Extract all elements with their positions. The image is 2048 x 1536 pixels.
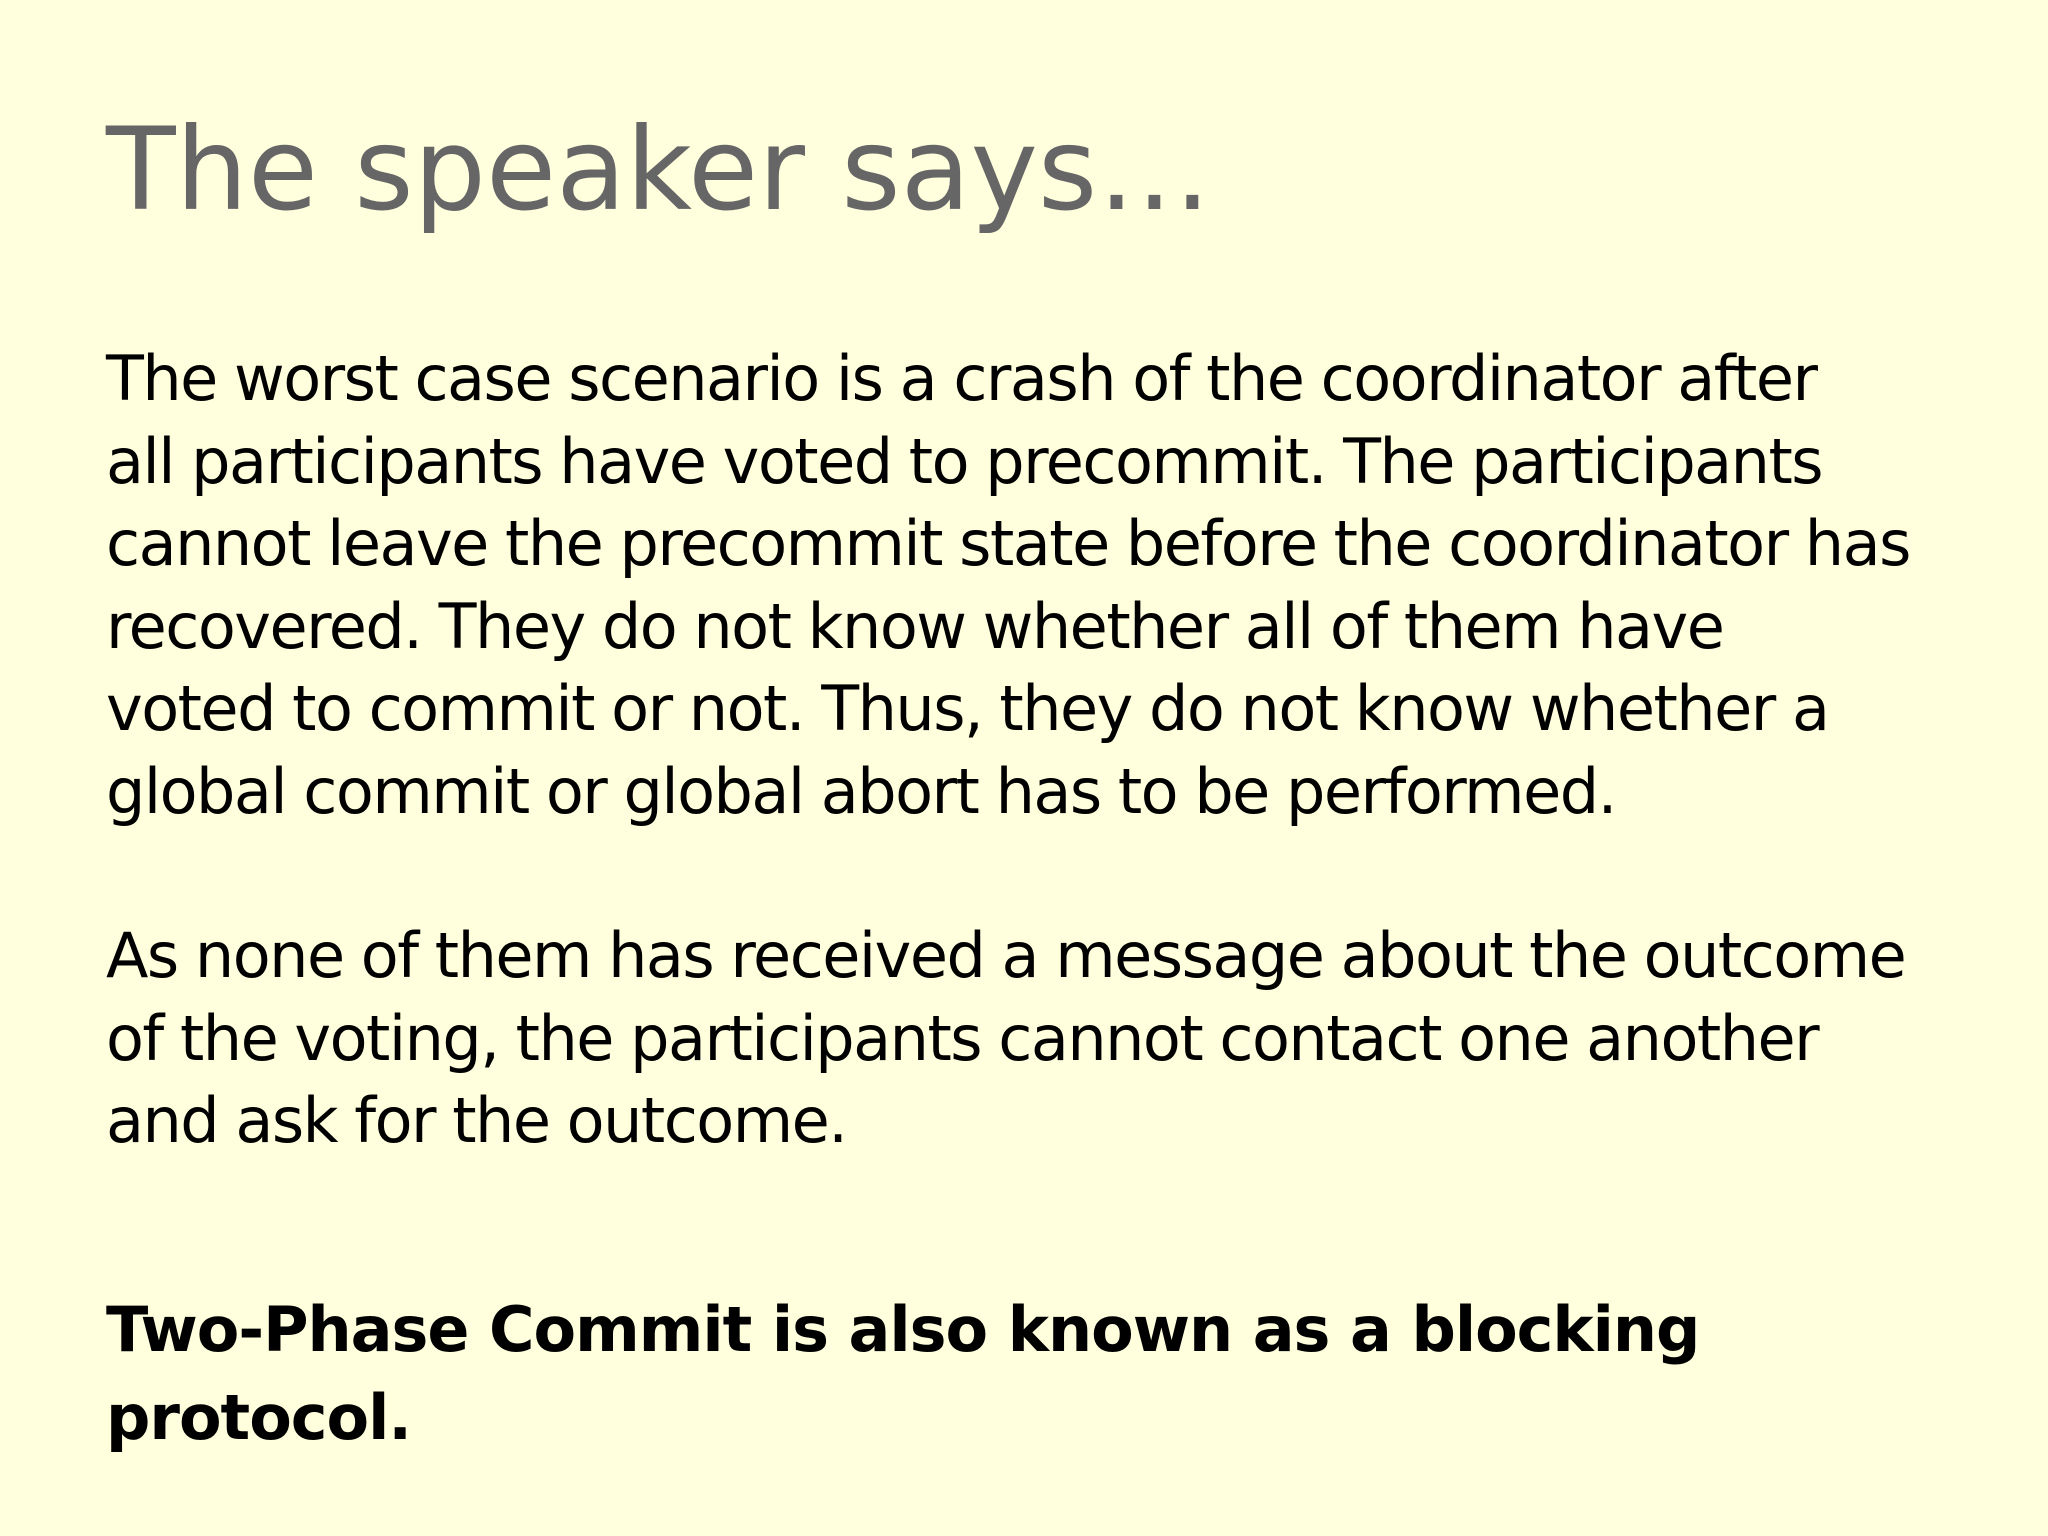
text-line: recovered. They do not know whether all of them have [106,589,1724,663]
text-line: all participants have voted to precommit. The participants [106,424,1823,498]
text-line: and ask for the outcome. [106,1084,847,1158]
paragraph-blocking-protocol [106,1286,1986,1462]
slide-title: The speaker says… [106,103,1212,236]
text-line: The worst case scenario is a crash of the coordinator after [106,342,1817,415]
text-line: global commit or global abort has to be performed. [106,754,1616,828]
text-line: voted to commit or not. Thus, they do not know whether a [106,672,1829,746]
text-line: Two-Phase Commit is also known as a blocking [106,1293,1700,1366]
paragraph-no-message [106,915,1986,1163]
text-line: of the voting, the participants cannot contact one another [106,1001,1819,1075]
text-line: As none of them has received a message about the outcome [106,919,1906,992]
text-line: cannot leave the precommit state before the coordinator has [106,507,1910,581]
text-line: protocol. [106,1381,411,1454]
paragraph-worst-case [106,338,1986,834]
